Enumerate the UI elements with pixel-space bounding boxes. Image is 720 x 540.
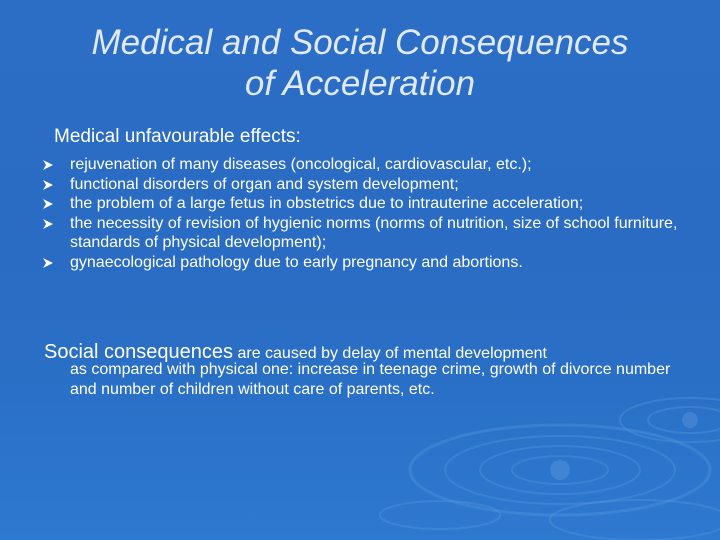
list-item [42, 194, 682, 214]
list-item-text: the necessity of revision of hygienic norms (norms of nutrition, size of school furniture, standards of physical development); [70, 214, 678, 251]
arrowhead-bullet-icon [42, 159, 54, 171]
slide-title [0, 22, 720, 104]
list-item-text: functional disorders of organ and system development; [70, 175, 459, 193]
list-item-text: gynaecological pathology due to early pregnancy and abortions. [70, 253, 523, 271]
social-consequences-intro: are caused by delay of mental development [233, 345, 547, 362]
arrowhead-bullet-icon [42, 257, 54, 269]
social-consequences-text: as compared with physical one: increase in teenage crime, growth of divorce number and number of children without care of parents, etc. [70, 361, 671, 398]
medical-effects-list [42, 155, 682, 272]
social-consequences-heading: Social consequences [44, 341, 234, 363]
list-item-text: rejuvenation of many diseases (oncological, cardiovascular, etc.); [70, 156, 532, 173]
title-line-1: Medical and Social Consequences [91, 23, 629, 62]
title-line-2: of Acceleration [244, 64, 476, 103]
arrowhead-bullet-icon [42, 198, 54, 210]
social-consequences-paragraph [44, 340, 694, 399]
list-item [42, 253, 682, 273]
arrowhead-bullet-icon [42, 218, 54, 230]
list-item [42, 175, 682, 195]
list-item [42, 155, 682, 175]
list-item [42, 214, 682, 253]
arrowhead-bullet-icon [42, 179, 54, 191]
medical-effects-heading: Medical unfavourable effects: [54, 126, 301, 147]
list-item-text: the problem of a large fetus in obstetrics due to intrauterine acceleration; [70, 195, 584, 212]
